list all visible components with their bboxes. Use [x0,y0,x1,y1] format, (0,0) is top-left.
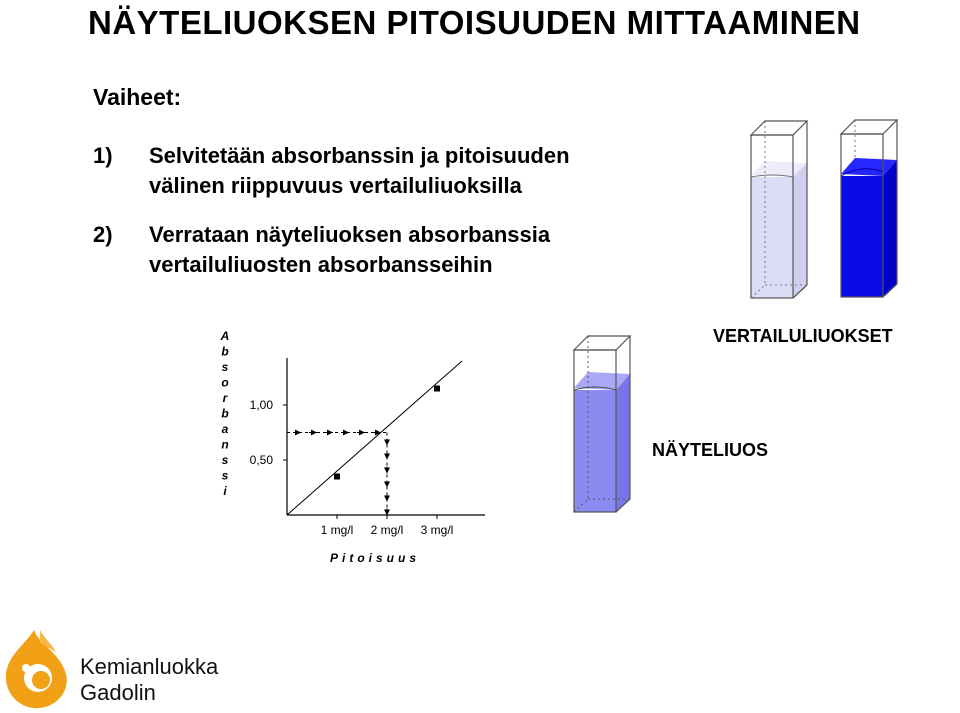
y-axis-label-letter: o [221,375,229,390]
x-tick-label: 2 mg/l [370,523,404,537]
y-axis-label-letter: s [221,453,229,467]
y-tick-label: 0,50 [249,453,273,467]
reference-cuvette-dark [835,112,905,304]
slide-title: NÄYTELIUOKSEN PITOISUUDEN MITTAAMINEN [88,4,861,41]
x-tick-label: 1 mg/l [320,523,354,537]
data-point [434,386,440,392]
calibration-chart [205,320,485,570]
step-text-line-2: vertailuliuosten absorbansseihin [149,252,493,277]
logo-text-line-2: Gadolin [80,680,156,705]
y-axis-label-letter: s [221,360,229,374]
y-axis-label-letter: r [222,391,228,405]
calibration-line [287,361,462,515]
y-ticks [250,398,287,467]
x-axis-label: Pitoisuus [329,551,421,565]
step-number: 2) [93,222,113,247]
y-axis-label-letter: b [221,406,229,421]
logo-text-line-1: Kemianluokka [80,654,219,679]
step-text-line-1: Verrataan näyteliuoksen absorbanssia [149,222,551,247]
data-point [334,474,340,480]
y-axis-label-letter: i [223,484,227,498]
x-tick-label: 3 mg/l [420,523,454,537]
y-axis-label-letter: b [221,344,229,359]
sample-cuvette [568,330,638,520]
step-text-line-2: välinen riippuvuus vertailuliuoksilla [149,173,522,198]
y-axis-label [220,329,230,498]
sample-solution-label: NÄYTELIUOS [652,440,769,460]
y-axis-label-letter: A [220,329,230,343]
y-axis-label-letter: s [221,468,229,483]
gadolin-logo-icon [0,628,72,713]
y-axis-label-letter: a [221,422,229,436]
y-tick-label: 1,00 [249,398,273,412]
steps-heading: Vaiheet: [93,84,182,110]
reference-cuvette-light [745,115,815,305]
y-axis-label-letter: n [221,437,229,452]
reference-solutions-label: VERTAILULIUOKSET [713,326,893,346]
step-text-line-1: Selvitetään absorbanssin ja pitoisuuden [149,143,570,168]
x-ticks [321,515,454,537]
step-number: 1) [93,143,113,168]
